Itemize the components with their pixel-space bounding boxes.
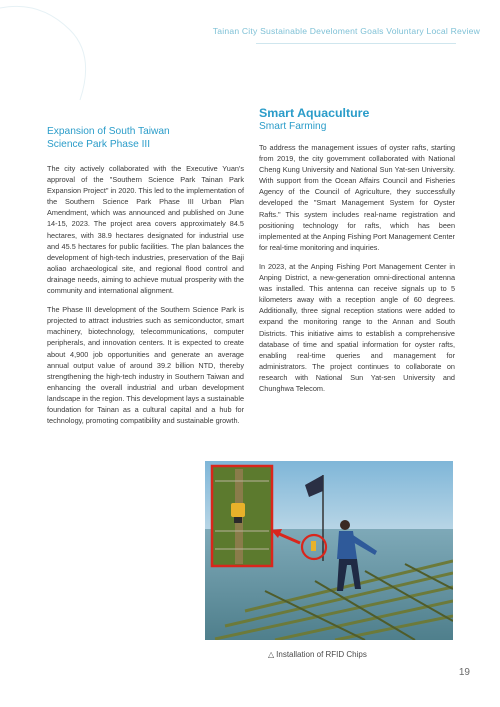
- right-section-title: [259, 106, 459, 133]
- left-column: [47, 163, 244, 434]
- page-header: [0, 0, 500, 40]
- caption-text: Installation of RFID Chips: [276, 650, 367, 659]
- header-title: Tainan City Sustainable Develoment Goals Voluntary Local Review: [212, 26, 480, 36]
- right-paragraph-1: To address the management issues of oyster rafts, starting from 2019, the city government collaborated with National Cheng Kung University and National Sun Yat-sen University. With support from the Ocean Affairs Council and Fisheries Agency of the Council of Agriculture, they successfully developed the "Smart Management System for Oyster Rafts." This system includes real-name registration and positioning technology for rafts, which has been implemented at the Anping Fishing Port Management Center for real-time monitoring and inquiries.: [259, 143, 455, 252]
- right-column: [259, 142, 455, 402]
- figure-caption: [268, 650, 367, 659]
- right-subtitle: Smart Farming: [259, 121, 327, 132]
- right-title: Smart Aquaculture: [259, 106, 370, 120]
- rfid-installation-photo: [205, 461, 453, 640]
- header-rule: [256, 43, 456, 44]
- page-number: 19: [458, 667, 470, 678]
- right-paragraph-2: In 2023, at the Anping Fishing Port Management Center in Anping District, a new-generation omni-directional antenna was installed. This antenna can receive signals up to 5 kilometers away with a reception angle of 60 degrees. Additionally, three signal reception stations were added to expand the monitoring range to the Annan and South Districts. This initiative aims to establish a comprehensive database of time and spatial information for oyster rafts, enabling real-time queries and management for administrators. The project continues to collaborate on research with National Sun Yat-sen University and Chunghwa Telecom.: [259, 261, 455, 393]
- left-section-title: [47, 126, 247, 151]
- triangle-icon: △: [268, 650, 275, 659]
- left-title-line1: Expansion of South Taiwan: [47, 126, 170, 137]
- photo-illustration: [205, 461, 453, 640]
- left-paragraph-2: The Phase III development of the Southern Science Park is projected to attract industries such as semiconductor, smart machinery, biotechnology, telecommunications, computer peripherals, and innovation centers. It is expected to create about 4,900 job opportunities and generate an average annual output value of around 39.2 billion NTD, thereby strengthening the high-tech industry in Southern Taiwan and enhancing the overall industrial and urban development landscape in the region. This development lays a sustainable foundation for Tainan as a cultural capital and a hub for technology, promoting compatibility and sustainable growth.: [47, 305, 245, 426]
- left-paragraph-1: The city actively collaborated with the Executive Yuan's approval of the "Southern Science Park Tainan Park Expansion Project" in 2020. This led to the implementation of the Southern Science Park Phase III Urban Plan Amendment, which was announced and published on June 14-15, 2023. The project area covers approximately 84.5 hectares, with 38.9 hectares designated for industrial use and 45.5 hectares for public facilities. The plan balances the development of high-tech industries, preservation of the Baji aoliao archaeological site, and regional flood control and drainage needs, aiming to achieve mutual prosperity with the community and international alignment.: [47, 164, 244, 296]
- left-title-line2: Science Park Phase III: [47, 138, 151, 150]
